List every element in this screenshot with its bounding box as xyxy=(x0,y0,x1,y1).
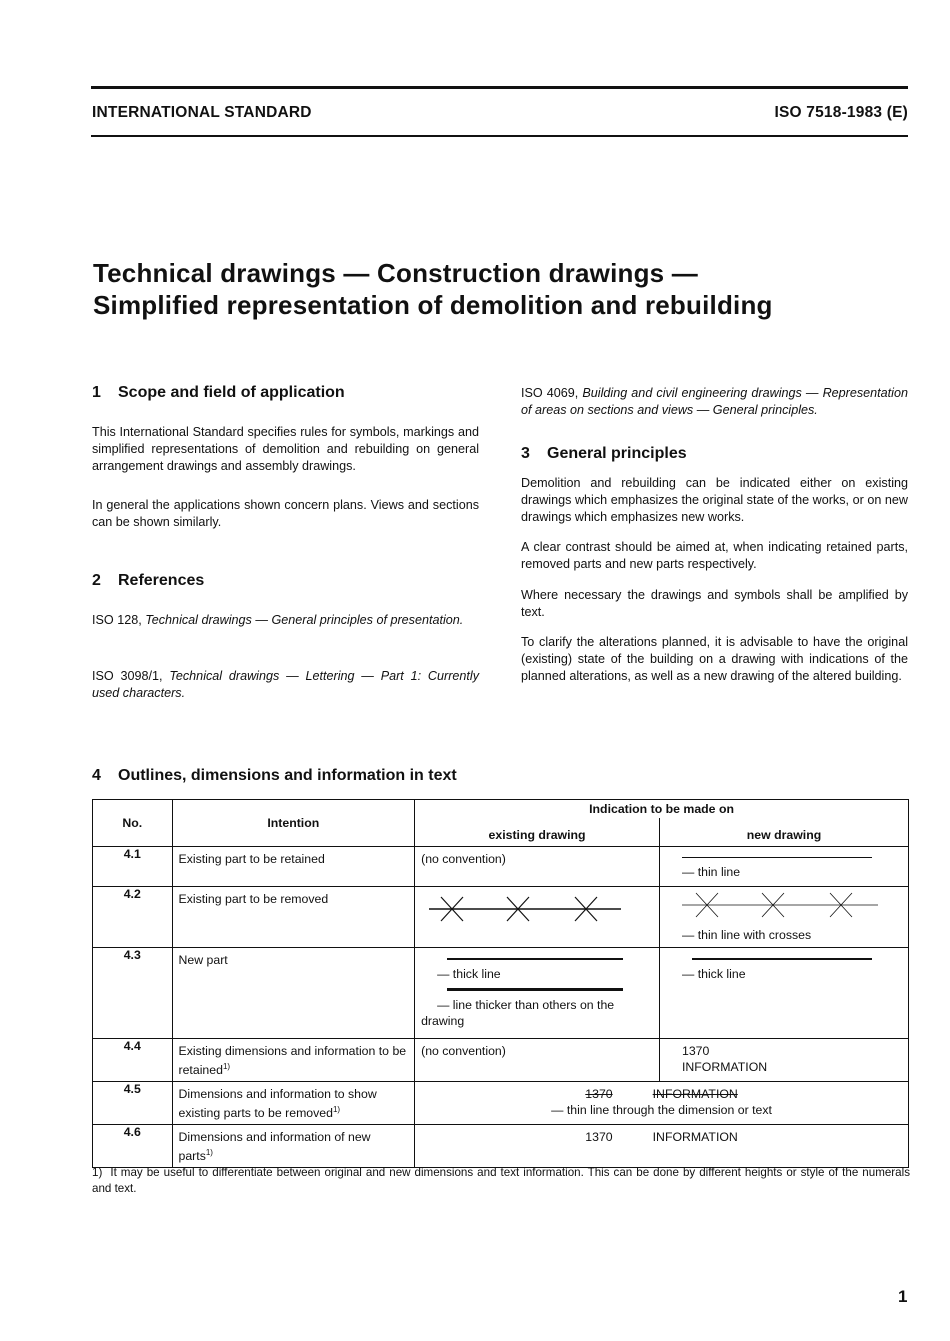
reference-title: Technical drawings — Lettering — Part 1: Currently used characters. xyxy=(92,669,480,700)
existing-indication xyxy=(415,948,659,1032)
section-3-paragraph-4: To clarify the alterations planned, it is advisable to have the original (existing) state of the building on a drawing with indications of the planned alterations, as well as a new drawing of the altered building. xyxy=(521,635,908,683)
footnote-mark: 1) xyxy=(205,1148,213,1158)
reference-code: ISO 3098/1, xyxy=(92,669,163,683)
reference-title: Technical drawings — General principles of presentation. xyxy=(145,613,464,627)
thin-crossed-line-symbol xyxy=(682,891,902,921)
intention-text: Dimensions and information of new parts xyxy=(178,1130,371,1164)
indication-caption: — thick line xyxy=(437,967,501,981)
header-intention: Intention xyxy=(172,800,415,847)
reference-iso-128 xyxy=(92,612,479,629)
header-no: No. xyxy=(93,800,173,847)
table-header-row xyxy=(93,800,909,819)
dimension-value: 1370 xyxy=(681,1044,710,1058)
section-title: Scope and field of application xyxy=(118,384,345,401)
section-3-paragraph-1: Demolition and rebuilding can be indicated either on existing drawings which emphasizes the original state of the works, or on new drawings which emphasizes new works. xyxy=(521,476,908,524)
footnote xyxy=(92,1165,910,1197)
outlines-table xyxy=(92,799,909,1168)
thin-line-sample xyxy=(682,857,872,858)
header-indication: Indication to be made on xyxy=(415,800,909,819)
table-row xyxy=(93,1125,909,1168)
combined-indication xyxy=(415,1125,908,1148)
header-new: new drawing xyxy=(659,818,908,847)
combined-indication xyxy=(415,1082,908,1121)
indication-caption: — thin line xyxy=(681,865,741,879)
footnote-mark: 1) xyxy=(332,1105,341,1115)
section-number: 4 xyxy=(92,767,101,784)
existing-indication: (no convention) xyxy=(421,1044,506,1058)
new-indication xyxy=(660,1039,908,1078)
table-row xyxy=(93,948,909,1039)
row-intention xyxy=(173,1082,415,1124)
struck-dimension: 1370 xyxy=(585,1087,613,1102)
thick-line-sample xyxy=(692,958,872,960)
information-text: INFORMATION xyxy=(681,1060,768,1074)
section-title: General principles xyxy=(547,445,687,462)
header-existing: existing drawing xyxy=(415,818,660,847)
footnote-mark: 1) xyxy=(92,1166,103,1179)
struck-information: INFORMATION xyxy=(652,1087,738,1102)
section-1-heading xyxy=(92,384,345,402)
row-number: 4.6 xyxy=(93,1125,173,1168)
footnote-text: It may be useful to differentiate between original and new dimensions and text information. This can be done by different heights or style of the numerals and text. xyxy=(92,1166,910,1195)
thicker-line-sample xyxy=(447,988,623,991)
section-3-heading xyxy=(521,445,687,463)
reference-iso-4069 xyxy=(521,385,908,419)
row-intention: Existing part to be retained xyxy=(178,852,325,866)
document-title xyxy=(93,257,913,321)
indication-caption: — thick line xyxy=(681,967,746,981)
header-left: INTERNATIONAL STANDARD xyxy=(92,104,312,121)
header-top-rule xyxy=(91,86,908,89)
reference-code: ISO 128, xyxy=(92,613,142,627)
row-intention: Existing part to be removed xyxy=(178,892,329,906)
table-row xyxy=(93,847,909,887)
new-indication xyxy=(660,948,908,985)
row-intention: New part xyxy=(178,953,228,967)
indication-caption: — line thicker than others on the drawing xyxy=(421,998,615,1028)
title-line-2: Simplified representation of demolition and rebuilding xyxy=(93,290,773,320)
reference-title: Building and civil engineering drawings — Representation of areas on sections and views — General principles. xyxy=(521,386,908,417)
indication-caption: — thin line with crosses xyxy=(681,928,812,942)
dimension-value: 1370 xyxy=(585,1130,613,1145)
section-3-paragraph-3: Where necessary the drawings and symbols shall be amplified by text. xyxy=(521,588,908,619)
table-row xyxy=(93,887,909,948)
title-line-1: Technical drawings — Construction drawings — xyxy=(93,258,698,288)
section-number: 1 xyxy=(92,384,101,401)
page-number: 1 xyxy=(898,1287,908,1306)
section-1-paragraph-1: This International Standard specifies rules for symbols, markings and simplified representations of demolition and rebuilding on general arrangement drawings and assembly drawings. xyxy=(92,425,479,473)
reference-iso-3098 xyxy=(92,668,479,702)
header-right: ISO 7518-1983 (E) xyxy=(774,104,908,121)
reference-code: ISO 4069, xyxy=(521,386,579,400)
row-number: 4.3 xyxy=(93,948,173,1039)
section-title: Outlines, dimensions and information in text xyxy=(118,767,457,784)
footnote-mark: 1) xyxy=(222,1062,231,1071)
existing-indication xyxy=(415,887,659,938)
row-number: 4.1 xyxy=(93,847,173,887)
section-4-heading xyxy=(92,767,457,785)
section-1-paragraph-2: In general the applications shown concern plans. Views and sections can be shown similarly. xyxy=(92,498,479,529)
section-title: References xyxy=(118,572,205,589)
row-number: 4.2 xyxy=(93,887,173,948)
section-number: 2 xyxy=(92,572,101,589)
information-text: INFORMATION xyxy=(652,1130,738,1145)
row-intention xyxy=(173,1125,415,1167)
intention-text: Existing dimensions and information to be retained xyxy=(178,1044,407,1078)
section-3-paragraph-2: A clear contrast should be aimed at, when indicating retained parts, removed parts and new parts respectively. xyxy=(521,540,908,571)
section-number: 3 xyxy=(521,445,530,462)
row-intention xyxy=(173,1039,415,1081)
existing-indication: (no convention) xyxy=(421,852,506,866)
thick-line-sample xyxy=(447,958,623,960)
table-row xyxy=(93,1082,909,1125)
table-row xyxy=(93,1039,909,1082)
new-indication xyxy=(660,847,908,883)
row-number: 4.4 xyxy=(93,1039,173,1082)
indication-caption: — thin line through the dimension or text xyxy=(551,1103,772,1118)
row-number: 4.5 xyxy=(93,1082,173,1125)
crossed-line-symbol xyxy=(421,891,641,931)
intention-text: Dimensions and information to show existing parts to be removed xyxy=(178,1087,377,1121)
header-bottom-rule xyxy=(91,135,908,137)
new-indication xyxy=(660,887,908,946)
section-2-heading xyxy=(92,572,204,590)
